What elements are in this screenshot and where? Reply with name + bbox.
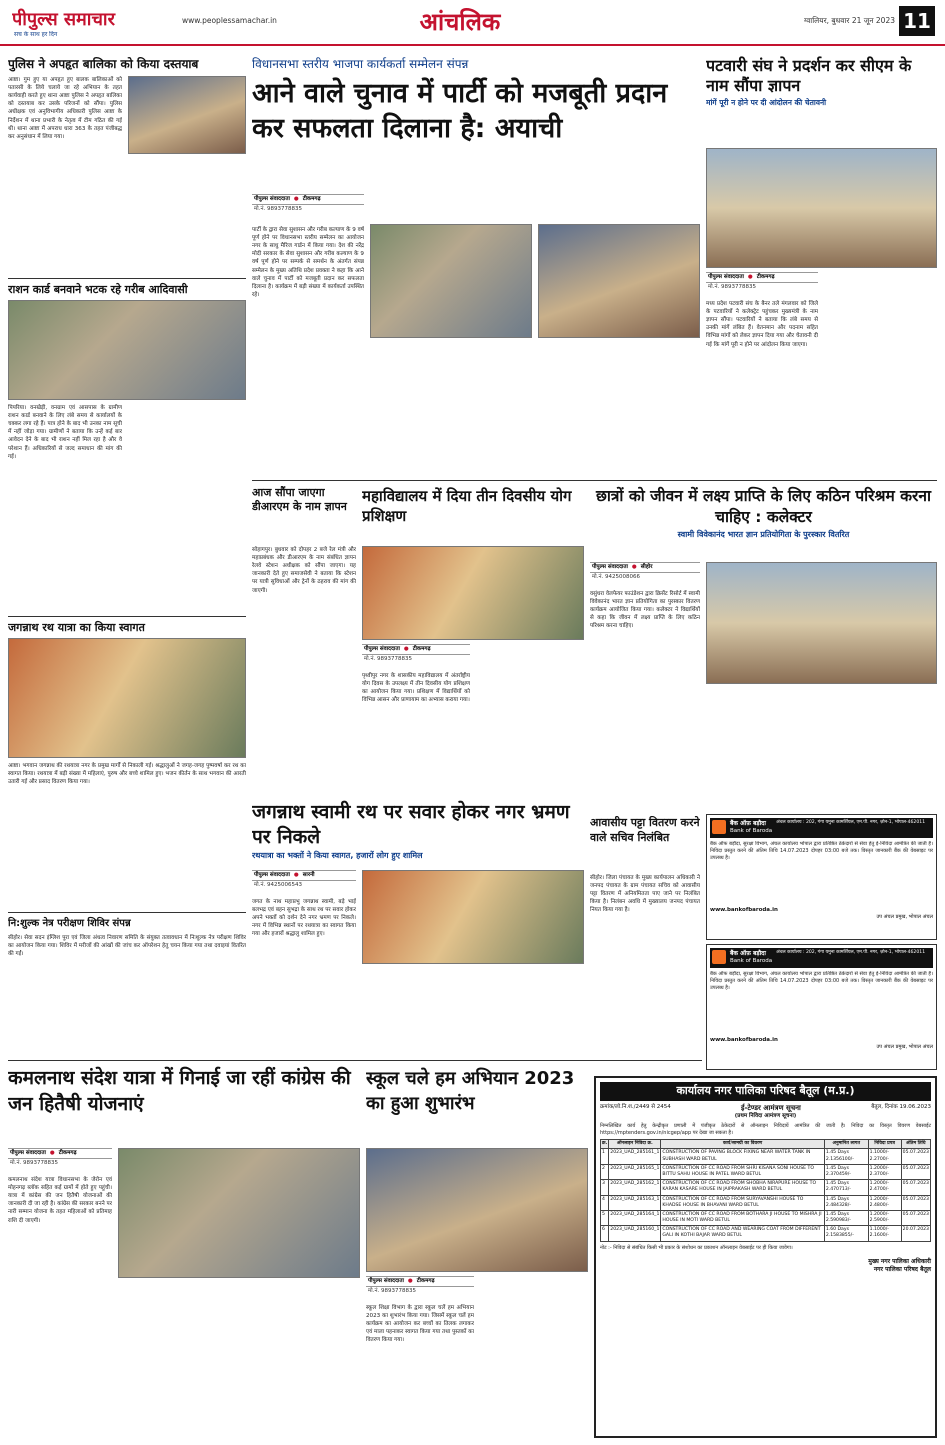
bank-office: अंचल कार्यालय : 202, गंगा यमुना कामर्शियल, एम.पी. नगर, ज़ोन-1, भोपाल-462011 bbox=[776, 820, 926, 825]
story-body: वसुंधरा वेलफेयर फाउंडेशन द्वारा क्रिसेंट रिसोर्ट में स्वामी विवेकानंद भारत ज्ञान प्रतियोगिता का पुरस्कार वितरण कार्यक्रम आयोजित किया गया। कलेक्टर ने विद्यार्थियों से कहा कि जीवन में लक्ष्य प्राप्ति के लिए कठिन परिश्रम करना चाहिए। bbox=[590, 591, 700, 630]
tender-notice bbox=[594, 1076, 937, 1438]
tender-notice-sub: (प्रथम निविदा आमंत्रण सूचना) bbox=[734, 1113, 797, 1120]
table-cell: CONSTRUCTION OF CC ROAD FROM SHOBHA NIRAPURE HOUSE TO KARAN KASARE HOUSE IN JAIPRAKASH WARD BETUL bbox=[661, 1180, 824, 1195]
tender-intro: निम्नलिखित कार्य हेतु केन्द्रीकृत प्रणाली में पंजीकृत ठेकेदारों से ऑनलाइन निविदायें आमंत्रित की जाती है। निविदा का विस्तृत विवरण वेबसाईट https://mptenders.gov.in/nicgep/app पर देखा जा सकता है। bbox=[600, 1122, 931, 1136]
story-subhead: मांगें पूरी न होने पर दी आंदोलन की चेतावनी bbox=[706, 98, 827, 107]
byline: पीपुल्स संवाददाता ● टीकमगढ़ bbox=[366, 1276, 474, 1287]
tender-sign-2: नगर पालिका परिषद बैतूल bbox=[873, 1265, 931, 1273]
table-cell: 2023_UAD_285165_1 bbox=[609, 1164, 661, 1179]
bank-name-en: Bank of Baroda bbox=[730, 828, 773, 835]
table-cell: 2023_UAD_285162_1 bbox=[609, 1180, 661, 1195]
story-headline: आज सौंपा जाएगा डीआरएम के नाम ज्ञापन bbox=[252, 486, 347, 514]
story-rath-yatra bbox=[252, 800, 584, 1054]
tender-col-header: अनुमानित लागत bbox=[824, 1140, 868, 1149]
table-cell: 1.2000/- 2.4700/- bbox=[868, 1180, 901, 1195]
story-body-cont bbox=[362, 968, 584, 1050]
table-cell: 1 bbox=[601, 1149, 609, 1164]
table-cell: 2023_UAD_285164_1 bbox=[609, 1210, 661, 1225]
story-ration-card bbox=[8, 282, 246, 612]
byline-mobile: मो.नं. 9893778835 bbox=[254, 206, 303, 213]
story-collector bbox=[590, 486, 937, 806]
table-cell: 1.45 Days 2.590983/- bbox=[824, 1210, 868, 1225]
bank-office: अंचल कार्यालय : 202, गंगा यमुना कामर्शियल, एम.पी. नगर, ज़ोन-1, भोपाल-462011 bbox=[776, 950, 926, 955]
tender-col-header: कार्य/सामग्री का विवरण bbox=[661, 1140, 824, 1149]
byline: पीपुल्स संवाददाता ● सारनी bbox=[252, 870, 356, 881]
table-row bbox=[601, 1210, 931, 1225]
tender-col-header: क्र. bbox=[601, 1140, 609, 1149]
bank-website[interactable]: www.bankofbaroda.in bbox=[710, 906, 778, 913]
story-headline: पटवारी संघ ने प्रदर्शन कर सीएम के नाम सौंपा ज्ञापन bbox=[706, 56, 912, 95]
story-body-cont bbox=[128, 158, 246, 272]
table-cell: 1.1000/- 2.2700/- bbox=[868, 1149, 901, 1164]
table-cell: 1.45 Days 2.1356100/- bbox=[824, 1149, 868, 1164]
lead-body: पार्टी के द्वारा सेवा सुशासन और गरीब कल्याण के 9 वर्ष पूर्ण होने पर विधानसभा स्तरीय सम्मेलन का आयोजन नगर के साधु मैरिज गार्डन में किया गया। देश की नरेंद्र मोदी सरकार के सेवा सुशासन और गरीब कल्याण के 9 वर्ष पूर्ण होने पर सम्पर्क से समर्थन के अंतर्गत संपन्न सम्मेलन के मुख्य अतिथि प्रदेश प्रवक्ता ने कहा कि आने वाले चुनाव में पार्टी को मजबूती प्रदान कर सफलता दिलाना है। कार्यक्रम में बड़ी संख्या में कार्यकर्ता उपस्थित रहे। bbox=[252, 227, 364, 298]
tender-col-header: ऑनलाइन निविदा क्र. bbox=[609, 1140, 661, 1149]
table-row bbox=[601, 1226, 931, 1241]
byline-mobile: मो.नं. 9893778835 bbox=[364, 656, 413, 663]
bank-ad-body: बैंक ऑफ बड़ौदा, सुरक्षा विभाग, अंचल कार्यालय भोपाल द्वारा प्रतिष्ठित ठेकेदारों से सेवा हेतु ई-निविदा आमंत्रित की जाती है। निविदा प्रस्तुत करने की अंतिम तिथि 14.07.2023 दोपहर 03:00 बजे तक। विस्तृत जानकारी बैंक की वेबसाइट पर उपलब्ध है। bbox=[710, 970, 933, 992]
bank-name: बैंक ऑफ़ बड़ौदा bbox=[730, 950, 766, 957]
tender-sign-1: मुख्य नगर पालिका अधिकारी bbox=[868, 1257, 931, 1265]
story-patwari bbox=[706, 56, 937, 476]
story-police-recovery bbox=[8, 56, 246, 276]
bank-tender-ad-2 bbox=[706, 944, 937, 1070]
story-headline: नि:शुल्क नेत्र परीक्षण शिविर संपन्न bbox=[8, 918, 131, 929]
story-photo bbox=[706, 148, 937, 268]
story-photo bbox=[366, 1148, 588, 1272]
table-cell: CONSTRUCTION OF CC ROAD FROM BOTHARA JI HOUSE TO MISHRA JI HOUSE IN MOTI WARD BETUL bbox=[661, 1210, 824, 1225]
story-headline: महाविद्यालय में दिया तीन दिवसीय योग प्रशिक्षण bbox=[362, 487, 572, 526]
table-cell: 05.07.2023 bbox=[901, 1195, 930, 1210]
byline: पीपुल्स संवाददाता ● टीकमगढ़ bbox=[252, 194, 364, 205]
story-photo bbox=[8, 638, 246, 758]
table-row bbox=[601, 1180, 931, 1195]
table-cell: 2023_UAD_285161_1 bbox=[609, 1149, 661, 1164]
bank-ad-sign: उप अंचल प्रमुख, भोपाल अंचल bbox=[876, 1043, 933, 1050]
story-photo bbox=[128, 76, 246, 154]
story-subhead: रथयात्रा का भक्तों ने किया स्वागत, हजारों लोग हुए शामिल bbox=[252, 851, 423, 861]
table-cell: 1.1000/- 2.1600/- bbox=[868, 1226, 901, 1241]
story-headline: पुलिस ने अपहृत बालिका को किया दस्तयाब bbox=[8, 57, 199, 71]
table-cell: 05.07.2023 bbox=[901, 1180, 930, 1195]
bank-logo-icon bbox=[712, 950, 726, 964]
tender-notice: ई-टेण्डर आमंत्रण सूचना bbox=[741, 1103, 801, 1112]
table-cell: 05.07.2023 bbox=[901, 1149, 930, 1164]
page-number: 11 bbox=[899, 6, 935, 36]
masthead bbox=[0, 0, 945, 46]
byline: पीपुल्स संवाददाता ● टीकमगढ़ bbox=[362, 644, 470, 655]
story-body: आष्टा। भगवान जगन्नाथ की रथयात्रा नगर के प्रमुख मार्गों से निकाली गई। श्रद्धालुओं ने जगह-जगह पुष्पवर्षा कर रथ का स्वागत किया। रथयात्रा में बड़ी संख्या में महिलाएं, पुरुष और बच्चे शामिल हुए। भजन कीर्तन के साथ भगवान की आरती उतारी गई और प्रसाद वितरण किया गया। bbox=[8, 763, 246, 786]
story-body: जगत के नाथ महाप्रभु जगन्नाथ स्वामी, बड़े भाई बलभद्र एवं बहन सुभद्रा के साथ रथ पर सवार होकर अपने भक्तों को दर्शन देने नगर भ्रमण पर निकले। नगर में विभिन्न स्थानों पर रथयात्रा का स्वागत किया गया और हजारों श्रद्धालु शामिल हुए। bbox=[252, 899, 356, 938]
table-row bbox=[601, 1149, 931, 1164]
tender-table-header bbox=[601, 1140, 931, 1149]
byline-mobile: मो.नं. 9425006543 bbox=[254, 882, 303, 889]
table-cell: 1.45 Days 2.470713/- bbox=[824, 1180, 868, 1195]
story-body-cont bbox=[118, 1282, 360, 1434]
bank-name: बैंक ऑफ़ बड़ौदा bbox=[730, 820, 766, 827]
story-body-cont bbox=[480, 1276, 588, 1434]
table-cell: 1.60 Days 2.1583855/- bbox=[824, 1226, 868, 1241]
byline: पीपुल्स संवाददाता ● टीकमगढ़ bbox=[706, 272, 818, 283]
story-photo bbox=[362, 870, 584, 964]
story-kamalnath bbox=[8, 1066, 360, 1438]
story-headline: कमलनाथ संदेश यात्रा में गिनाई जा रहीं कांग्रेस की जन हितैषी योजनाएं bbox=[8, 1067, 351, 1115]
table-cell: 1.45 Days 2.370459/- bbox=[824, 1164, 868, 1179]
story-headline: जगन्नाथ स्वामी रथ पर सवार होकर नगर भ्रमण पर निकले bbox=[252, 801, 570, 848]
story-body-cont bbox=[706, 688, 937, 802]
bank-tender-ad-1 bbox=[706, 814, 937, 940]
lead-body-cont-2 bbox=[538, 342, 700, 472]
table-cell: 1.45 Days 2.484328/- bbox=[824, 1195, 868, 1210]
story-photo bbox=[362, 546, 584, 640]
lead-headline: आने वाले चुनाव में पार्टी को मजबूती प्रदान कर सफलता दिलाना है: अयाची bbox=[252, 77, 668, 144]
table-cell: 4 bbox=[601, 1195, 609, 1210]
story-body: कमलनाथ संदेश यात्रा विधानसभा के जेरोन एवं मोहनगढ़ ब्लॉक सहित कई ग्रामों में होते हुए पहुंची। यात्रा में कांग्रेस की जन हितैषी योजनाओं की जानकारी दी जा रही है। कांग्रेस की सरकार बनने पर नारी सम्मान योजना के तहत महिलाओं को प्रतिमाह राशि दी जाएगी। bbox=[8, 1177, 112, 1224]
story-eye-camp bbox=[8, 916, 246, 1036]
table-cell: CONSTRUCTION OF CC ROAD FROM SURYAVANSHI HOUSE TO KHADSE HOUSE IN BHAVANI WARD BETUL bbox=[661, 1195, 824, 1210]
table-cell: 3 bbox=[601, 1180, 609, 1195]
story-photo bbox=[8, 300, 246, 400]
tender-title: कार्यालय नगर पालिका परिषद बैतूल (म.प्र.) bbox=[600, 1082, 931, 1101]
byline-mobile: मो.नं. 9893778835 bbox=[708, 284, 757, 291]
story-body-cont bbox=[824, 272, 937, 472]
tender-table-body bbox=[601, 1149, 931, 1241]
dateline: ग्वालियर, बुधवार 21 जून 2023 bbox=[803, 16, 895, 25]
byline-mobile: मो.नं. 9893778835 bbox=[10, 1160, 59, 1167]
story-rath-welcome bbox=[8, 620, 246, 910]
story-body-cont bbox=[476, 644, 584, 782]
newspaper-logo bbox=[12, 8, 172, 30]
story-body: सीहोर। सेवा सदन इंग्लिश पुरा एवं जिला अंधत्व निवारण समिति के संयुक्त तत्वावधान में निःशुल्क नेत्र परीक्षण शिविर का आयोजन किया गया। शिविर में मरीजों की आंखों की जांच कर ऑपरेशन हेतु चयन किया गया तथा दवाइयां वितरित की गईं। bbox=[8, 935, 246, 958]
logo-text: पीपुल्स समाचार bbox=[12, 9, 115, 30]
byline: पीपुल्स संवाददाता ● टीकमगढ़ bbox=[8, 1148, 112, 1159]
tender-ref: क्रमांक/लो.नि.श./2449 से 2454 bbox=[600, 1103, 671, 1110]
story-headline: जगन्नाथ रथ यात्रा का किया स्वागत bbox=[8, 621, 145, 634]
table-cell: 2 bbox=[601, 1164, 609, 1179]
lead-story bbox=[252, 56, 700, 476]
story-housing-suspension bbox=[590, 816, 700, 1056]
story-body: मध्य प्रदेश पटवारी संघ के बैनर तले मंगलवार को जिले के पटवारियों ने कलेक्ट्रेट पहुंचकर मुख्यमंत्री के नाम ज्ञापन सौंपा। पटवारियों ने बताया कि लंबे समय से उनकी मांगें लंबित हैं। वेतनमान और पदनाम सहित विभिन्न मांगों को लेकर ज्ञापन दिया गया और चेतावनी दी गई कि मांगें पूरी न होने पर आंदोलन किया जाएगा। bbox=[706, 301, 818, 348]
table-row bbox=[601, 1195, 931, 1210]
table-cell: 20.07.2023 bbox=[901, 1226, 930, 1241]
lead-body-cont-1 bbox=[370, 342, 532, 472]
tender-col-header: अंतिम तिथि bbox=[901, 1140, 930, 1149]
table-cell: 6 bbox=[601, 1226, 609, 1241]
story-body: आष्टा। गुम हुए या अपहृत हुए बालक बालिकाओं को पतारसी के लिये चलाये जा रहे अभियान के तहत कार्यवाही करते हुए थाना आष्टा पुलिस ने अपहृत बालिका को दस्तयाब कर उसके परिजनों को सौंपा। पुलिस अधीक्षक एवं अनुविभागीय अधिकारी पुलिस आष्टा के निर्देशन में थाना प्रभारी के नेतृत्व में टीम गठित की गई थी। थाना आष्टा में अपराध धारा 363 के तहत पंजीबद्ध कर अनुसंधान में लिया गया। bbox=[8, 77, 122, 140]
story-body: पृथ्वीपुर नगर के शासकीय महाविद्यालय में अंतर्राष्ट्रीय योग दिवस के उपलक्ष्य में तीन दिवसीय योग प्रशिक्षण का आयोजन किया गया। प्रशिक्षण में विद्यार्थियों को विभिन्न आसन और प्राणायाम का अभ्यास कराया गया। bbox=[362, 673, 470, 704]
bank-logo-icon bbox=[712, 820, 726, 834]
table-cell: 1.2000/- 2.4800/- bbox=[868, 1195, 901, 1210]
bank-ad-body: बैंक ऑफ बड़ौदा, सुरक्षा विभाग, अंचल कार्यालय भोपाल द्वारा प्रतिष्ठित ठेकेदारों से सेवा हेतु ई-निविदा आमंत्रित की जाती है। निविदा प्रस्तुत करने की अंतिम तिथि 14.07.2023 दोपहर 03:00 बजे तक। विस्तृत जानकारी बैंक की वेबसाइट पर उपलब्ध है। bbox=[710, 840, 933, 862]
story-body: स्कूल शिक्षा विभाग के द्वारा स्कूल चलें हम अभियान 2023 का शुभारंभ किया गया। जिसमें स्कूल चलें हम कार्यक्रम का आयोजन कर बच्चों का तिलक लगाकर एवं माला पहनाकर स्वागत किया गया तथा पुस्तकों का वितरण किया गया। bbox=[366, 1305, 474, 1344]
story-body: सीहोर। जिला पंचायत के मुख्य कार्यपालन अधिकारी ने जनपद पंचायत के ग्राम पंचायत सचिव को आवासीय पट्टा वितरण में अनियमितता पाए जाने पर निलंबित किया है। निलंबन अवधि में मुख्यालय जनपद पंचायत नियत किया गया है। bbox=[590, 875, 700, 914]
table-row bbox=[601, 1164, 931, 1179]
table-cell: 05.07.2023 bbox=[901, 1164, 930, 1179]
story-drm-memo bbox=[252, 486, 356, 786]
logo-tagline: सच के साथ हर दिन bbox=[14, 31, 58, 38]
story-photo bbox=[706, 562, 937, 684]
byline-mobile: मो.नं. 9893778835 bbox=[368, 1288, 417, 1295]
table-cell: 5 bbox=[601, 1210, 609, 1225]
table-cell: 1.2000/- 2.3700/- bbox=[868, 1164, 901, 1179]
bank-name-en: Bank of Baroda bbox=[730, 958, 773, 965]
lead-photo-1 bbox=[370, 224, 532, 338]
story-headline: राशन कार्ड बनवाने भटक रहे गरीब आदिवासी bbox=[8, 283, 188, 296]
lead-kicker: विधानसभा स्तरीय भाजपा कार्यकर्ता सम्मेलन संपन्न bbox=[252, 57, 469, 71]
tender-footer: नोट :- निविदा से संबंधित किसी भी प्रकार के संशोधन का प्रकाशन ऑनलाइन वेबसाईट पर ही किया जावेगा। bbox=[600, 1244, 793, 1251]
byline: पीपुल्स संवाददाता ● सीहोर bbox=[590, 562, 700, 573]
table-cell: CONSTRUCTION OF CC ROAD FROM SHRI KISANA SONI HOUSE TO BITTU SAHU HOUSE IN PATEL WARD BETUL bbox=[661, 1164, 824, 1179]
table-cell: 1.2000/- 2.5900/- bbox=[868, 1210, 901, 1225]
section-title: आंचलिक bbox=[419, 7, 501, 36]
story-headline: छात्रों को जीवन में लक्ष्य प्राप्ति के लिए कठिन परिश्रम करना चाहिए : कलेक्टर bbox=[596, 487, 931, 526]
story-subhead: स्वामी विवेकानंद भारत ज्ञान प्रतियोगिता के पुरस्कार वितरित bbox=[677, 529, 850, 539]
story-body-cont bbox=[128, 404, 246, 608]
website-url[interactable]: www.peoplessamachar.in bbox=[182, 16, 277, 25]
story-headline: आवासीय पट्टा वितरण करने वाले सचिव निलंबित bbox=[590, 816, 700, 844]
tender-col-header: निविदा प्रपत्र bbox=[868, 1140, 901, 1149]
story-body: पिपरिया। वनखेड़ी, वनग्राम एवं आसपास के ग्रामीण राशन कार्ड बनवाने के लिए लंबे समय से कार्यालयों के चक्कर लगा रहे हैं। पात्र होने के बाद भी उनका नाम सूची में नहीं जोड़ा गया। ग्रामीणों ने बताया कि उन्हें कई बार आवेदन देने के बाद भी राशन नहीं मिल रहा है और वे परेशान हैं। अधिकारियों से जल्द समाधान की मांग की गई। bbox=[8, 405, 122, 460]
story-school-campaign bbox=[366, 1066, 588, 1438]
story-headline: स्कूल चले हम अभियान 2023 का हुआ शुभारंभ bbox=[366, 1068, 575, 1115]
table-cell: 2023_UAD_285160_1 bbox=[609, 1226, 661, 1241]
byline-mobile: मो.नं. 9425008066 bbox=[592, 574, 641, 581]
tender-table bbox=[600, 1139, 931, 1241]
table-cell: 05.07.2023 bbox=[901, 1210, 930, 1225]
story-yoga bbox=[362, 486, 584, 786]
bank-ad-sign: उप अंचल प्रमुख, भोपाल अंचल bbox=[876, 913, 933, 920]
tender-date: बैतूल, दिनांक 19.06.2023 bbox=[871, 1103, 931, 1110]
table-cell: CONSTRUCTION OF PAVING BLOCK FIXING NEAR WATER TANK IN SUBHASH WARD BETUL bbox=[661, 1149, 824, 1164]
table-cell: 2023_UAD_285163_1 bbox=[609, 1195, 661, 1210]
story-photo bbox=[118, 1148, 360, 1278]
story-body: सोहागपुर। बुधवार को दोपहर 2 बजे रेल मंत्री और महाप्रबंधक और डीआरएम के नाम संबंधित ज्ञापन रेलवे स्टेशन अधीक्षक को सौंपा जाएगा। यह जानकारी देते हुए समाजसेवी ने बताया कि स्टेशन पर यात्री सुविधाओं और ट्रेनों के ठहराव की मांग की जाएगी। bbox=[252, 547, 356, 594]
bank-website[interactable]: www.bankofbaroda.in bbox=[710, 1036, 778, 1043]
table-cell: CONSTRUCTION OF CC ROAD AND WEARING COAT FROM DIFFERENT GALI IN KOTHI BAJAR WARD BETUL bbox=[661, 1226, 824, 1241]
lead-photo-2 bbox=[538, 224, 700, 338]
